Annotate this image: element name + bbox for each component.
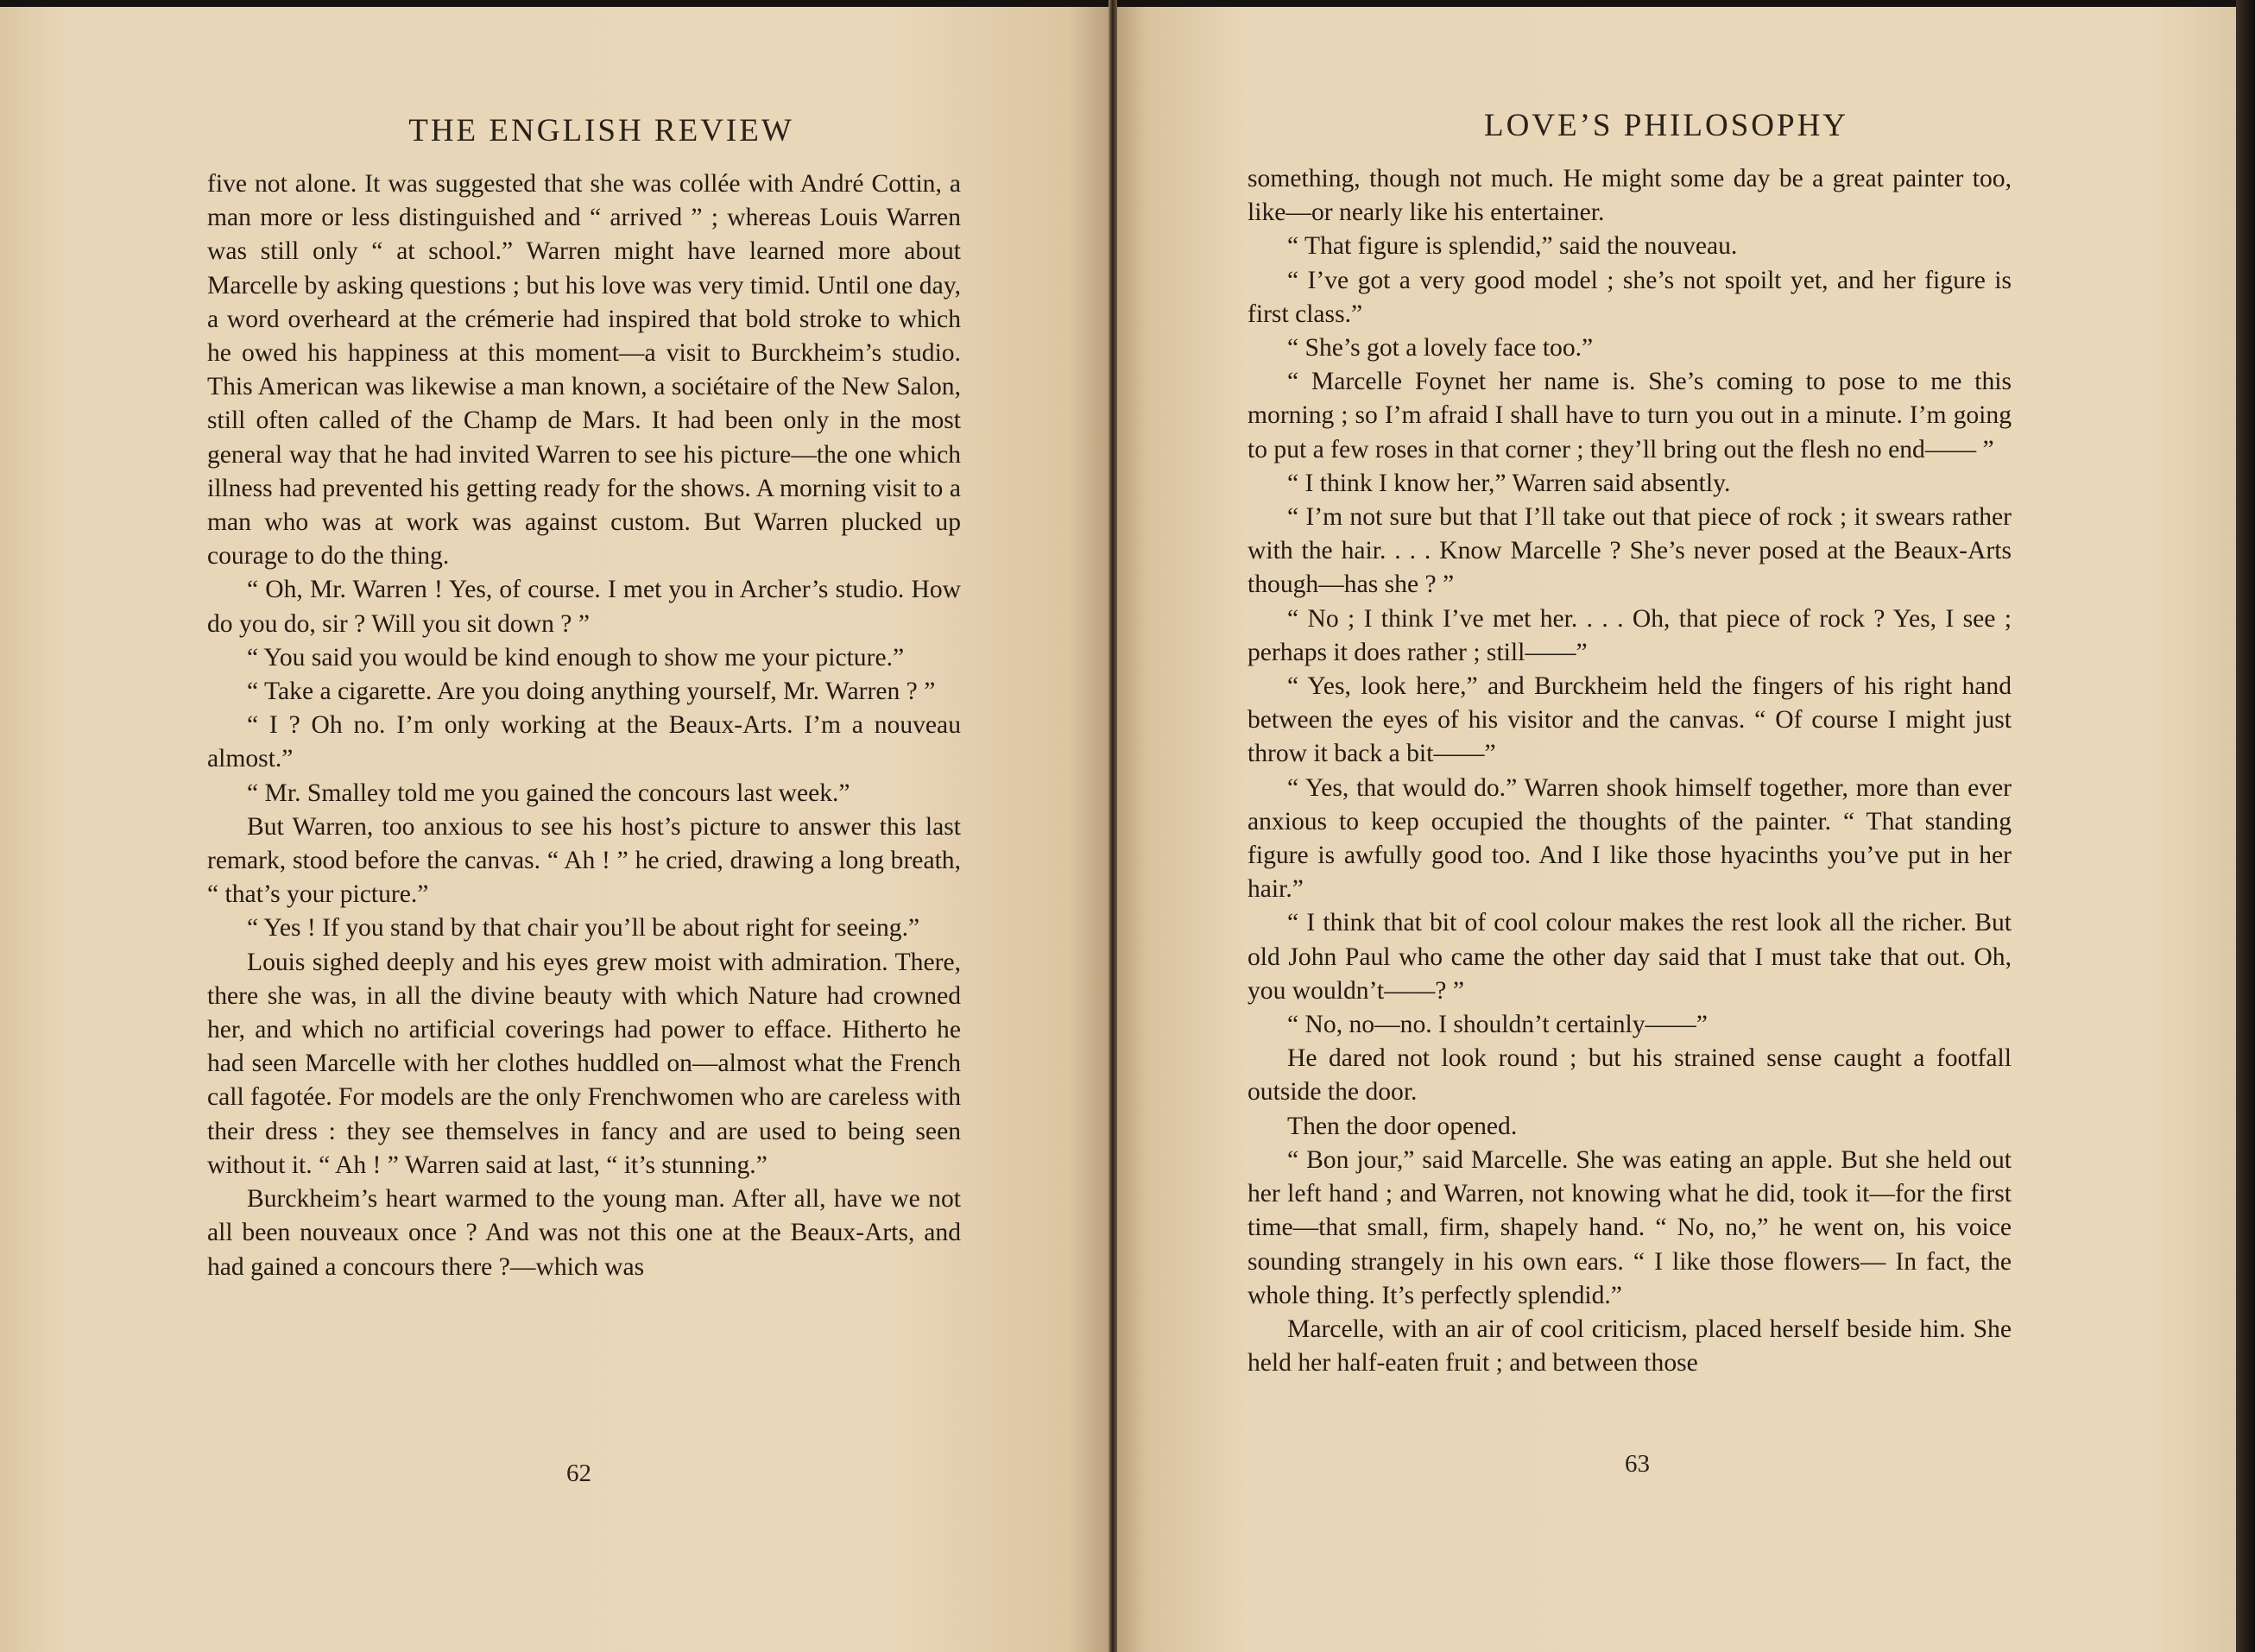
paragraph: “ No ; I think I’ve met her. . . . Oh, that piece of rock ? Yes, I see ; perhaps it does rather ; still——” <box>1248 604 2012 666</box>
left-page-body <box>207 167 961 1284</box>
paragraph: five not alone. It was suggested that she was collée with André Cottin, a man more or less distinguished and “ arrived ” ; whereas Louis Warren was still only “ at school.” Warren might have learned more about Marcelle by asking questions ; but his love was very timid. Until one day, a word overheard at the crémerie had inspired that bold stroke to which he owed his happiness at this moment—a visit to Burckheim’s studio. This American was likewise a man known, a sociétaire of the New Salon, still often called of the Champ de Mars. It had been only in the most general way that he had invited Warren to see his picture—the one which illness had prevented his getting ready for the shows. A morning visit to a man who was at work was against custom. But Warren plucked up courage to do the thing. <box>207 170 961 571</box>
paragraph: Louis sighed deeply and his eyes grew moist with admiration. There, there she was, in all the divine beauty with which Nature had crowned her, and which no artificial coverings had power to efface. Hitherto he had seen Marcelle with her clothes huddled on—almost what the French call fagotée. For models are the only Frenchwomen who are careless with their dress : they see themselves in fancy and are used to being seen without it. “ Ah ! ” Warren said at last, “ it’s stunning.” <box>207 948 961 1179</box>
paragraph: “ I’m not sure but that I’ll take out that piece of rock ; it swears rather with the hair. . . . Know Marcelle ? She’s never posed at the Beaux-Arts though—has she ? ” <box>1248 503 2012 599</box>
left-page <box>0 7 1112 1652</box>
paragraph: “ Mr. Smalley told me you gained the concours last week.” <box>247 779 850 807</box>
paragraph: “ I think I know her,” Warren said absently. <box>1287 469 1731 497</box>
paragraph: “ Yes, look here,” and Burckheim held the fingers of his right hand between the eyes of his visitor and the canvas. “ Of course I might just throw it back a bit——” <box>1248 672 2012 768</box>
page-edge-shadow <box>2236 0 2255 1652</box>
book-gutter <box>1109 0 1117 1652</box>
right-page-body <box>1248 162 2012 1380</box>
paragraph: “ No, no—no. I shouldn’t certainly——” <box>1287 1011 1708 1039</box>
paragraph: “ Bon jour,” said Marcelle. She was eating an apple. But she held out her left hand ; and Warren, not knowing what he did, took it—for the first time—that small, firm, shapely hand. “ No, no,” he went on, his voice sounding strangely in his own ears. “ I like those flowers— In fact, the whole thing. It’s perfectly splendid.” <box>1248 1145 2012 1309</box>
page-number-left: 62 <box>566 1460 591 1487</box>
paragraph: Then the door opened. <box>1287 1112 1518 1140</box>
paragraph: “ I’ve got a very good model ; she’s not spoilt yet, and her figure is first class.” <box>1248 266 2012 328</box>
paragraph: Marcelle, with an air of cool criticism, placed herself beside him. She held her half-eaten fruit ; and between those <box>1248 1315 2012 1378</box>
paragraph: “ You said you would be kind enough to show me your picture.” <box>247 643 905 672</box>
paragraph: “ I ? Oh no. I’m only working at the Beaux-Arts. I’m a nouveau almost.” <box>207 711 961 773</box>
paragraph: “ Take a cigarette. Are you doing anything yourself, Mr. Warren ? ” <box>247 678 936 706</box>
paragraph: But Warren, too anxious to see his host’s picture to answer this last remark, stood before the canvas. “ Ah ! ” he cried, drawing a long breath, “ that’s your picture.” <box>207 812 961 909</box>
running-head-right: LOVE’S PHILOSOPHY <box>1483 108 1849 143</box>
right-page <box>1114 7 2236 1652</box>
paragraph: “ Marcelle Foynet her name is. She’s coming to pose to me this morning ; so I’m afraid I shall have to turn you out in a minute. I’m going to put a few roses in that corner ; they’ll bring out the flesh no end—— ” <box>1248 368 2012 463</box>
paragraph: “ Yes, that would do.” Warren shook himself together, more than ever anxious to keep occupied the thoughts of the painter. “ That standing figure is awfully good too. And I like those hyacinths you’ve put in her hair.” <box>1248 773 2012 904</box>
paragraph: “ Oh, Mr. Warren ! Yes, of course. I met you in Archer’s studio. How do you do, sir ? Will you sit down ? ” <box>207 576 961 638</box>
page-number-right: 63 <box>1625 1450 1650 1478</box>
paragraph: “ I think that bit of cool colour makes the rest look all the richer. But old John Paul who came the other day said that I must take that out. Oh, you wouldn’t——? ” <box>1248 909 2012 1005</box>
paragraph: “ Yes ! If you stand by that chair you’ll be about right for seeing.” <box>247 914 920 943</box>
paragraph: something, though not much. He might some day be a great painter too, like—or nearly like his entertainer. <box>1248 165 2012 227</box>
paragraph: Burckheim’s heart warmed to the young man. After all, have we not all been nouveaux once ? And was not this one at the Beaux-Arts, and had gained a concours there ?—which was <box>207 1185 961 1281</box>
paragraph: “ She’s got a lovely face too.” <box>1287 334 1594 363</box>
running-head-left: THE ENGLISH REVIEW <box>408 113 794 148</box>
paragraph: He dared not look round ; but his strained sense caught a footfall outside the door. <box>1248 1044 2012 1107</box>
paragraph: “ That figure is splendid,” said the nouveau. <box>1287 232 1738 261</box>
